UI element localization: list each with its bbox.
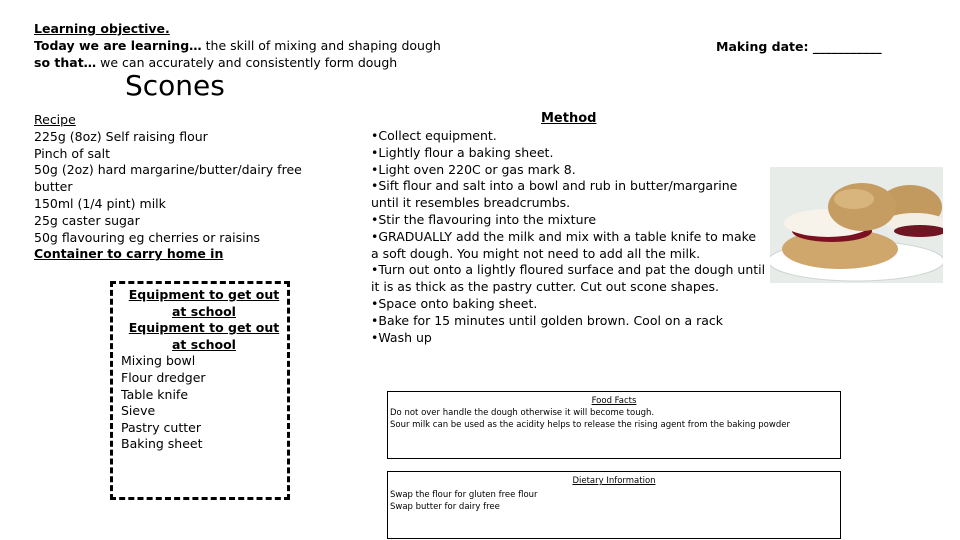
equipment-item: Flour dredger [121, 369, 206, 385]
method-step: •Bake for 15 minutes until golden brown. Cool on a rack [371, 312, 724, 328]
objective-heading: Learning objective. [34, 21, 170, 36]
dietary-info-box [387, 471, 841, 539]
objective-today [34, 37, 441, 54]
equipment-heading: Equipment to get out at school [128, 287, 280, 319]
so-that-text: we can accurately and consistently form dough [96, 55, 398, 70]
page-title: Scones [125, 69, 225, 102]
equipment-box [110, 281, 290, 500]
dietary-line: Swap the flour for gluten free flour [390, 490, 538, 500]
equipment-item: Table knife [121, 386, 189, 402]
today-text: the skill of mixing and shaping dough [201, 38, 441, 53]
making-date [716, 39, 882, 54]
method-step: •Turn out onto a lightly floured surface and pat the dough until it is as thick as the pastry cutter. Cut out scone shapes. [371, 262, 766, 295]
making-date-label: Making date: [716, 39, 809, 54]
method-step: •Stir the flavouring into the mixture [371, 211, 597, 227]
recipe-item: 150ml (1/4 pint) milk [34, 195, 166, 211]
recipe-section [34, 112, 314, 263]
method-step: •Wash up [371, 329, 432, 345]
method-step: •Space onto baking sheet. [371, 295, 538, 311]
recipe-heading: Recipe [34, 112, 76, 127]
dietary-line: Swap butter for dairy free [390, 502, 500, 512]
today-label: Today we are learning… [34, 38, 202, 53]
recipe-item: 50g flavouring eg cherries or raisins [34, 229, 261, 245]
scone-photo [770, 167, 943, 283]
recipe-container: Container to carry home in [34, 246, 224, 262]
so-that-label: so that… [34, 55, 97, 70]
method-list [371, 128, 766, 346]
recipe-item: 25g caster sugar [34, 212, 140, 228]
recipe-item: 225g (8oz) Self raising flour [34, 128, 208, 144]
method-step: •GRADUALLY add the milk and mix with a table knife to make a soft dough. You might not need to add all the milk. [371, 228, 757, 261]
method-step: •Collect equipment. [371, 128, 497, 143]
food-facts-heading: Food Facts [591, 396, 637, 406]
food-facts-box [387, 391, 841, 459]
recipe-item: Pinch of salt [34, 145, 110, 161]
equipment-heading-repeat: Equipment to get out at school [128, 320, 280, 352]
equipment-item: Mixing bowl [121, 353, 196, 369]
learning-objective [34, 20, 441, 71]
dietary-heading: Dietary Information [572, 476, 656, 486]
recipe-item: 50g (2oz) hard margarine/butter/dairy free butter [34, 162, 302, 195]
method-heading: Method [541, 111, 597, 126]
food-fact-line: Sour milk can be used as the acidity helps to release the rising agent from the baking powder [390, 420, 790, 430]
method-step: •Light oven 220C or gas mark 8. [371, 161, 576, 177]
equipment-item: Sieve [121, 403, 156, 419]
equipment-item: Baking sheet [121, 436, 203, 452]
method-step: •Sift flour and salt into a bowl and rub in butter/margarine until it resembles breadcrumbs. [371, 178, 738, 211]
making-date-blank: ___________ [812, 39, 882, 54]
food-fact-line: Do not over handle the dough otherwise it will become tough. [390, 408, 655, 418]
objective-so-that [34, 54, 441, 71]
equipment-item: Pastry cutter [121, 419, 201, 435]
method-step: •Lightly flour a baking sheet. [371, 144, 554, 160]
